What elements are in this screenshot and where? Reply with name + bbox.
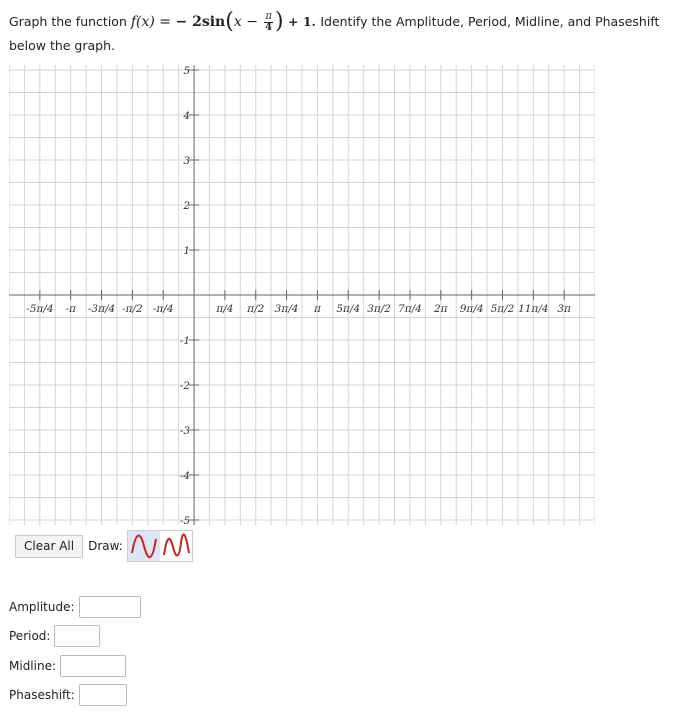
midline-row xyxy=(9,655,126,677)
midline-label: Midline: xyxy=(9,659,57,673)
frac-numerator: π xyxy=(265,10,272,22)
x-tick-label: 7π/4 xyxy=(398,303,422,315)
sine-wave-icon xyxy=(129,533,159,559)
function-tail: + 1. xyxy=(288,14,316,29)
x-tick-label: 3π xyxy=(557,303,571,315)
draw-label: Draw: xyxy=(88,539,123,553)
period-label: Period: xyxy=(9,629,51,643)
function-coefficient: − 2 xyxy=(175,14,202,30)
x-tick-label: 5π/4 xyxy=(336,303,361,315)
x-tick-label: 11π/4 xyxy=(518,303,549,315)
cosine-wave-icon xyxy=(161,533,191,559)
period-row xyxy=(9,625,100,647)
graph-area[interactable] xyxy=(9,65,595,525)
cosine-tool-button[interactable] xyxy=(160,531,192,561)
x-tick-label: π/4 xyxy=(216,303,234,315)
x-tick-label: -π/4 xyxy=(152,303,174,315)
x-tick-label: 9π/4 xyxy=(459,303,484,315)
frac-denominator: 4 xyxy=(265,21,273,33)
y-tick-label: -3 xyxy=(179,425,191,437)
function-x-minus: x − xyxy=(233,14,258,30)
question-text xyxy=(9,10,679,58)
close-paren: ) xyxy=(274,9,284,34)
x-tick-label: 3π/2 xyxy=(367,303,392,315)
draw-tool-group xyxy=(127,530,193,562)
y-tick-label: -1 xyxy=(179,335,191,347)
x-tick-label: 5π/2 xyxy=(490,303,515,315)
y-tick-label: -2 xyxy=(179,380,191,392)
phaseshift-row xyxy=(9,684,127,706)
function-formula xyxy=(130,9,320,34)
y-tick-label: 5 xyxy=(183,65,191,77)
sine-tool-button[interactable] xyxy=(128,531,160,561)
x-tick-label: 2π xyxy=(433,303,448,315)
period-input[interactable] xyxy=(54,625,100,647)
clear-all-button[interactable]: Clear All xyxy=(15,535,83,558)
amplitude-row xyxy=(9,596,141,618)
phaseshift-label: Phaseshift: xyxy=(9,688,75,702)
y-tick-label: -5 xyxy=(179,515,191,525)
function-name: f(x) = xyxy=(130,14,172,30)
y-tick-label: 3 xyxy=(183,155,191,167)
y-tick-label: 4 xyxy=(183,110,191,122)
phaseshift-input[interactable] xyxy=(79,684,127,706)
function-sin: sin xyxy=(201,14,226,30)
x-tick-label: -5π/4 xyxy=(26,303,54,315)
y-tick-label: 1 xyxy=(183,245,191,257)
x-tick-label: -π xyxy=(65,303,76,315)
x-tick-label: -3π/4 xyxy=(87,303,116,315)
open-paren: ( xyxy=(225,9,234,34)
x-tick-labels xyxy=(26,303,572,315)
graph-toolbar xyxy=(15,531,193,561)
x-tick-label: 3π/4 xyxy=(274,303,299,315)
question-intro: Graph the function xyxy=(9,14,127,29)
amplitude-input[interactable] xyxy=(79,596,141,618)
x-tick-label: π xyxy=(313,303,321,315)
x-tick-label: -π/2 xyxy=(122,303,143,315)
amplitude-label: Amplitude: xyxy=(9,600,75,614)
x-tick-label: π/2 xyxy=(247,303,265,315)
y-tick-label: 2 xyxy=(183,200,191,212)
question-instruction: Identify the Amplitude, Period, Midline, and Phaseshift below the graph. xyxy=(9,14,660,53)
y-tick-label: -4 xyxy=(179,470,191,482)
pi-over-four xyxy=(264,12,273,33)
midline-input[interactable] xyxy=(60,655,126,677)
